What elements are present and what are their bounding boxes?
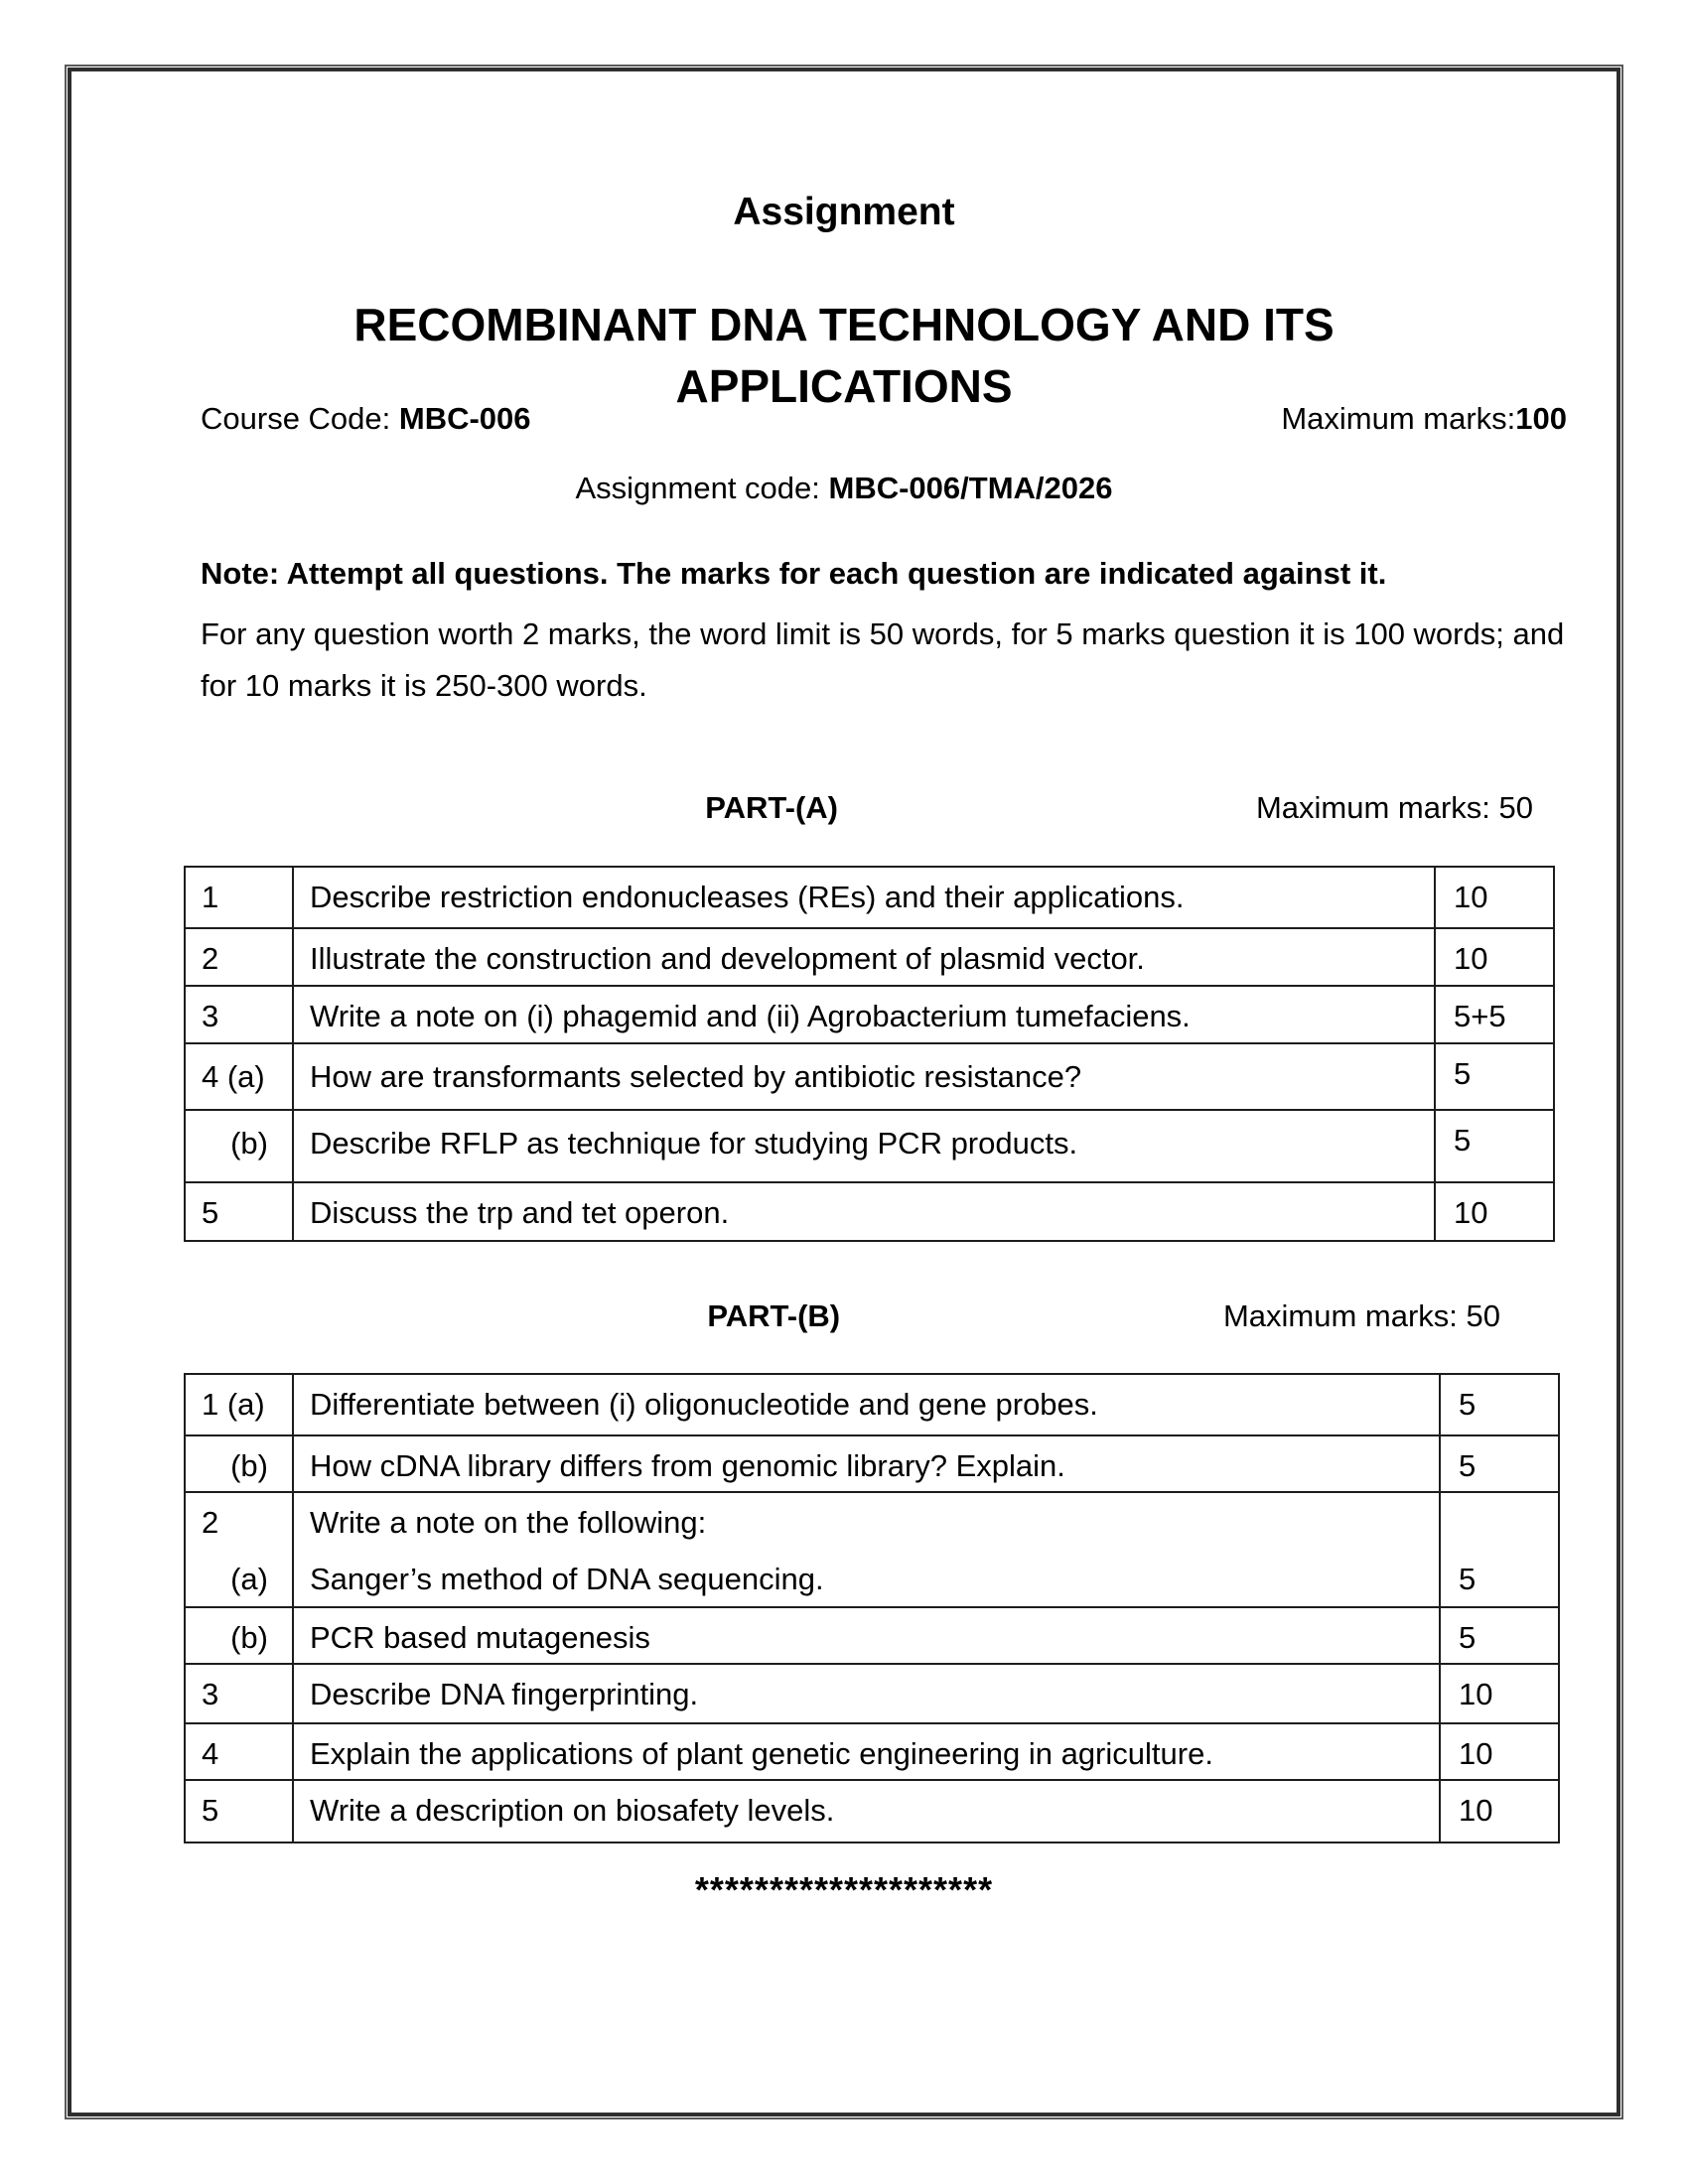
- question-number-cell: 2: [186, 929, 294, 985]
- question-number-cell: 5: [186, 1781, 294, 1842]
- footer-separator-stars: ********************: [694, 1869, 994, 1910]
- table-row: [186, 1181, 1553, 1240]
- main-title: RECOMBINANT DNA TECHNOLOGY AND ITS APPLICATIONS: [353, 299, 1335, 412]
- question-number-cell: 1: [186, 868, 294, 927]
- question-number-cell: 3: [186, 987, 294, 1042]
- assignment-code-label: Assignment code:: [575, 471, 829, 505]
- course-code-value: MBC-006: [398, 401, 531, 436]
- marks-cell: [1439, 1493, 1558, 1550]
- marks-cell: 5: [1439, 1436, 1558, 1491]
- marks-cell: 10: [1434, 929, 1553, 985]
- maximum-marks: [1281, 401, 1567, 437]
- question-number-cell: 4: [186, 1724, 294, 1779]
- part-a-table: [184, 866, 1555, 1242]
- part-a-label: PART-(A): [705, 790, 838, 825]
- table-row: [186, 1042, 1553, 1109]
- table-row: [186, 1491, 1558, 1550]
- marks-cell: 10: [1434, 1183, 1553, 1240]
- question-text-cell: Illustrate the construction and development of plasmid vector.: [310, 941, 1145, 976]
- question-text-cell: Differentiate between (i) oligonucleotide and gene probes.: [310, 1387, 1098, 1422]
- document-title: Assignment: [733, 191, 955, 233]
- marks-cell: 5: [1434, 1111, 1553, 1181]
- part-b-label: PART-(B): [707, 1298, 841, 1333]
- question-text-cell: Explain the applications of plant genetic engineering in agriculture.: [310, 1736, 1213, 1771]
- table-row: [186, 1779, 1558, 1842]
- marks-cell: 5: [1434, 1044, 1553, 1109]
- table-row: [186, 1606, 1558, 1663]
- question-number-cell: (b): [186, 1436, 294, 1491]
- question-number-cell: (b): [186, 1608, 294, 1663]
- maximum-marks-value: 100: [1515, 401, 1567, 436]
- table-row: [186, 868, 1553, 927]
- marks-cell: 5: [1439, 1608, 1558, 1663]
- part-b-max-marks: Maximum marks: 50: [1222, 1298, 1500, 1333]
- marks-cell: 5: [1439, 1550, 1558, 1606]
- table-row: [186, 985, 1553, 1042]
- question-text-cell: How are transformants selected by antibiotic resistance?: [310, 1059, 1082, 1094]
- table-row: [186, 927, 1553, 985]
- marks-cell: 5+5: [1434, 987, 1553, 1042]
- question-text-cell: Describe restriction endonucleases (REs) and their applications.: [310, 880, 1185, 914]
- note-paragraph: For any question worth 2 marks, the word limit is 50 words, for 5 marks question it is 100 words; and for 10 marks it is 250-300 words.: [201, 616, 1565, 703]
- question-text-cell: How cDNA library differs from genomic library? Explain.: [310, 1448, 1065, 1483]
- assignment-code-value: MBC-006/TMA/2026: [828, 471, 1113, 505]
- question-number-cell: 1 (a): [186, 1375, 294, 1434]
- question-text-cell: Write a description on biosafety levels.: [310, 1793, 835, 1828]
- marks-cell: 10: [1439, 1665, 1558, 1722]
- course-code-label: Course Code:: [201, 401, 399, 436]
- part-a-header: [184, 790, 1551, 832]
- assignment-code-line: [0, 471, 1688, 506]
- marks-cell: 10: [1434, 868, 1553, 927]
- part-b-table: [184, 1373, 1560, 1843]
- course-code: [201, 401, 531, 437]
- question-number-cell: 3: [186, 1665, 294, 1722]
- marks-cell: 5: [1439, 1375, 1558, 1434]
- marks-cell: 10: [1439, 1724, 1558, 1779]
- table-row: [186, 1375, 1558, 1434]
- question-number-cell: 2: [186, 1493, 294, 1550]
- question-text-cell: Sanger’s method of DNA sequencing.: [310, 1562, 824, 1596]
- question-number-cell: (b): [186, 1111, 294, 1181]
- table-row: [186, 1550, 1558, 1606]
- question-number-cell: 4 (a): [186, 1044, 294, 1109]
- question-number-cell: 5: [186, 1183, 294, 1240]
- table-row: [186, 1109, 1553, 1181]
- marks-cell: 10: [1439, 1781, 1558, 1842]
- question-text-cell: Describe RFLP as technique for studying PCR products.: [310, 1126, 1078, 1160]
- question-text-cell: Discuss the trp and tet operon.: [310, 1195, 730, 1230]
- part-a-max-marks: Maximum marks: 50: [1255, 790, 1533, 825]
- table-row: [186, 1434, 1558, 1491]
- question-text-cell: Write a note on the following:: [310, 1505, 707, 1540]
- course-code-line: [201, 401, 1567, 437]
- maximum-marks-label: Maximum marks:: [1281, 401, 1516, 436]
- table-row: [186, 1663, 1558, 1722]
- question-text-cell: Describe DNA fingerprinting.: [310, 1677, 699, 1711]
- question-number-cell: (a): [186, 1550, 294, 1606]
- table-row: [186, 1722, 1558, 1779]
- part-b-header: [184, 1298, 1556, 1340]
- note-heading: Note: Attempt all questions. The marks for each question are indicated against it.: [201, 556, 1387, 591]
- question-text-cell: PCR based mutagenesis: [310, 1620, 650, 1655]
- question-text-cell: Write a note on (i) phagemid and (ii) Agrobacterium tumefaciens.: [310, 999, 1191, 1033]
